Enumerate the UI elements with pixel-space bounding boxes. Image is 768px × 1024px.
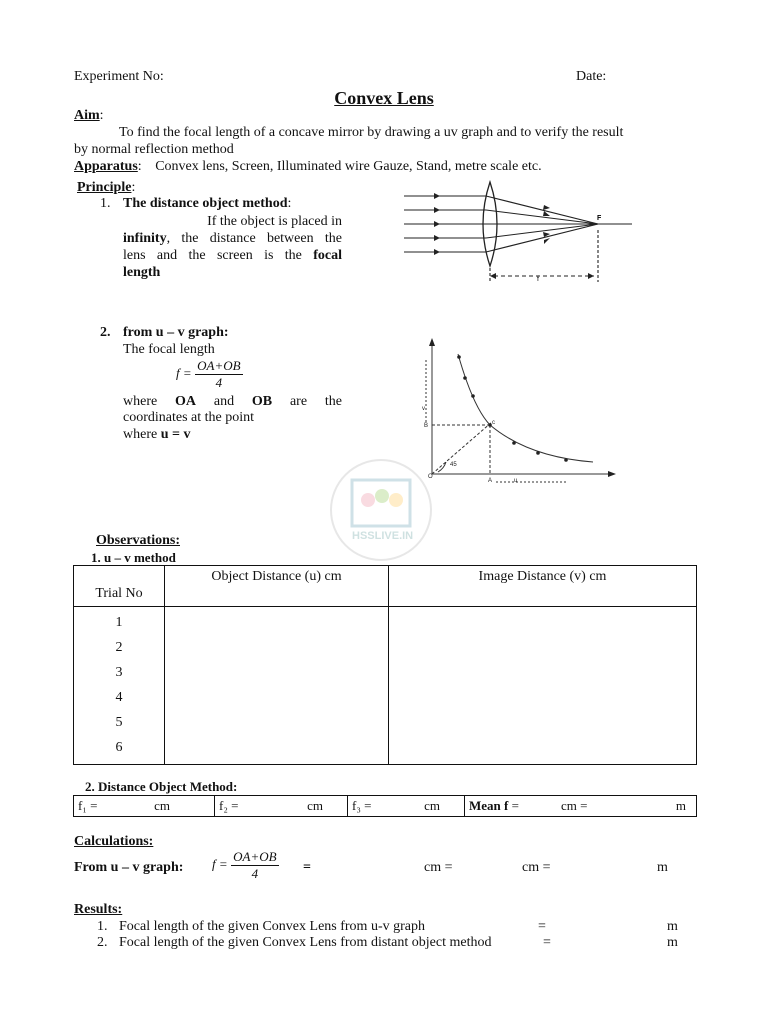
- aim-label: Aim: [74, 108, 100, 123]
- col-trial-no: Trial No: [74, 566, 165, 607]
- method2-coord-line: coordinates at the point: [123, 410, 255, 425]
- page-title: Convex Lens: [334, 88, 434, 108]
- trial-numbers-cell: [74, 607, 165, 765]
- watermark-emblem: [322, 458, 440, 570]
- method1-line4: length: [123, 265, 161, 280]
- observations-label: Observations:: [96, 533, 180, 548]
- method2-where2-line: where u = v: [123, 427, 191, 442]
- object-distance-cell[interactable]: [165, 607, 389, 765]
- method1-text: [123, 213, 342, 281]
- focus-label: F: [597, 215, 602, 222]
- result-2-unit: m: [667, 935, 678, 950]
- method2-title: from u – v graph:: [123, 325, 229, 340]
- principle-label: Principle: [77, 180, 132, 195]
- trial-row: 4: [115, 690, 123, 705]
- method2-where-line: where OA and OB are the: [123, 394, 342, 409]
- point-b-label: B: [424, 423, 429, 429]
- trial-row: 5: [115, 715, 123, 730]
- uv-observation-table: [73, 565, 697, 765]
- calc-cm-1: cm =: [424, 860, 453, 875]
- uv-method-label: 1. u – v method: [91, 550, 176, 565]
- result-1-number: 1.: [97, 919, 108, 934]
- result-2-equals: =: [543, 935, 551, 950]
- calc-m: m: [657, 860, 668, 875]
- trial-row: 6: [115, 740, 123, 755]
- point-a-label: A: [488, 478, 493, 484]
- method1-line3: lens and the screen is the focal: [123, 248, 343, 263]
- method1-heading: The distance object method:: [123, 196, 292, 211]
- col-image-distance: Image Distance (v) cm: [389, 566, 697, 607]
- uv-graph: [418, 312, 618, 492]
- trial-row: 3: [115, 665, 123, 680]
- result-2-text: Focal length of the given Convex Lens from distant object method: [119, 935, 492, 950]
- date-label: Date:: [576, 69, 607, 84]
- angle-label: 45: [450, 462, 457, 468]
- method2-line1: The focal length: [123, 342, 215, 357]
- from-uv-graph-label: From u – v graph:: [74, 860, 184, 875]
- point-c-label: c: [492, 420, 495, 426]
- trial-row: 2: [115, 640, 123, 655]
- results-label: Results:: [74, 902, 123, 917]
- origin-label: O: [428, 474, 433, 480]
- method1-line2: infinity, the distance between the: [123, 231, 342, 246]
- apparatus-label: Apparatus: [74, 159, 138, 174]
- experiment-no-label: Experiment No:: [74, 69, 164, 84]
- col-object-distance: Object Distance (u) cm: [165, 566, 389, 607]
- principle-section: Principle:: [77, 180, 136, 195]
- calculation-formula: f = $\frac{OA+OB}{4}$: [212, 849, 277, 881]
- f2-cell[interactable]: f₂ = cm: [215, 796, 348, 817]
- v-axis-label: v: [422, 406, 425, 412]
- trial-row: 1: [115, 615, 123, 630]
- aim-line-2: by normal reflection method: [74, 142, 234, 157]
- distance-method-table: [73, 795, 697, 817]
- aim-line-1: To find the focal length of a concave mirror by drawing a uv graph and to verify the result: [119, 125, 624, 140]
- image-distance-cell[interactable]: [389, 607, 697, 765]
- result-2-number: 2.: [97, 935, 108, 950]
- result-1-unit: m: [667, 919, 678, 934]
- watermark-logo: [322, 458, 440, 570]
- method2-number: 2.: [100, 325, 111, 340]
- f3-cell[interactable]: f₃ = cm: [348, 796, 465, 817]
- apparatus-section: Apparatus: Convex lens, Screen, Illuminated wire Gauze, Stand, metre scale etc.: [74, 159, 542, 174]
- method1-line1: If the object is placed in: [207, 214, 342, 229]
- calculations-label: Calculations:: [74, 834, 154, 849]
- mean-f-cell[interactable]: Mean f = cm = m: [465, 796, 697, 817]
- result-1-text: Focal length of the given Convex Lens from u-v graph: [119, 919, 425, 934]
- distance-object-method-label: 2. Distance Object Method:: [85, 779, 238, 794]
- calc-equals: =: [303, 860, 311, 875]
- result-1-equals: =: [538, 919, 546, 934]
- convex-lens-ray-diagram: [404, 180, 636, 288]
- calc-cm-2: cm =: [522, 860, 551, 875]
- watermark-text: HSSLIVE.IN: [352, 530, 414, 542]
- aim-section: Aim:: [74, 108, 104, 123]
- method1-title: The distance object method: [123, 196, 288, 211]
- focal-length-label: f: [537, 276, 539, 283]
- f1-cell[interactable]: f₁ = cm: [74, 796, 215, 817]
- method1-number: 1.: [100, 196, 111, 211]
- apparatus-text: Convex lens, Screen, Illuminated wire Gauze, Stand, metre scale etc.: [155, 159, 542, 174]
- u-axis-label: u: [514, 478, 518, 484]
- principle-formula: f = $\frac{OA+OB}{4}$: [176, 358, 241, 390]
